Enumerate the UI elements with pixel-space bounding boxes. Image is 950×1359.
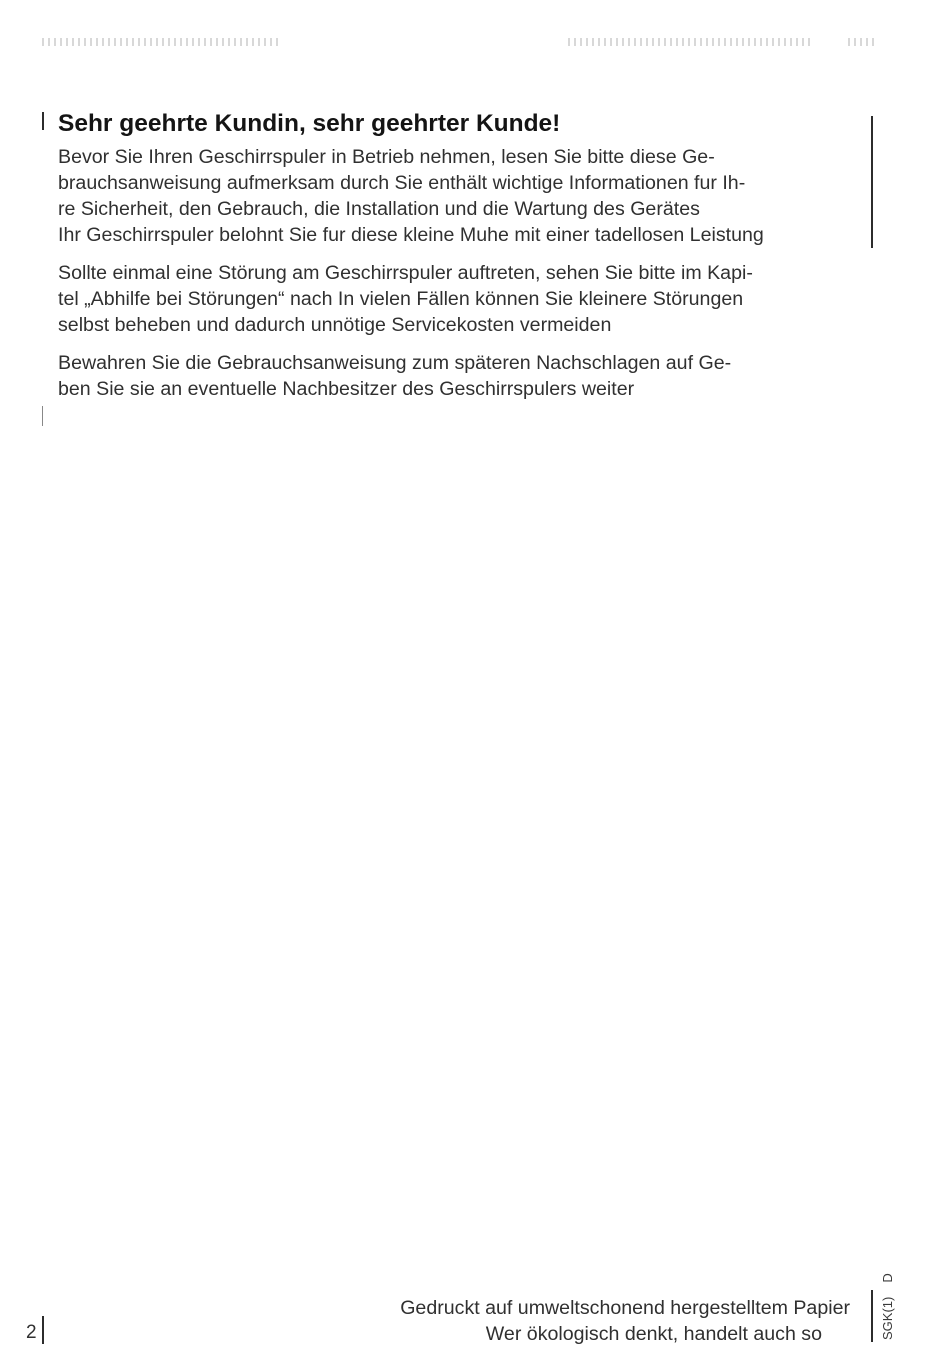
paragraph-line: selbst beheben und dadurch unnötige Servicekosten vermeiden	[58, 314, 612, 336]
page-body	[58, 108, 858, 414]
paragraph-line: Bevor Sie Ihren Geschirrspuler in Betrieb nehmen, lesen Sie bitte diese Ge-	[58, 146, 715, 168]
intro-paragraph	[58, 144, 858, 248]
document-language: D	[880, 1273, 895, 1283]
margin-rule-right-top	[871, 116, 873, 248]
page-number: 2	[26, 1322, 37, 1343]
footer-note	[400, 1295, 850, 1347]
margin-rule-right-bottom	[871, 1290, 873, 1342]
paragraph-line: re Sicherheit, den Gebrauch, die Installation und die Wartung des Gerätes	[58, 198, 700, 220]
paragraph-line: brauchsanweisung aufmerksam durch Sie enthält wichtige Informationen fur Ih-	[58, 172, 746, 194]
scan-artifact-left	[42, 38, 278, 46]
keep-manual-paragraph	[58, 350, 858, 402]
paragraph-line: Sollte einmal eine Störung am Geschirrspuler auftreten, sehen Sie bitte im Kapi-	[58, 262, 753, 284]
margin-rule-left-top	[42, 112, 44, 130]
paragraph-line: ben Sie sie an eventuelle Nachbesitzer des Geschirrspulers weiter	[58, 378, 635, 400]
troubleshooting-paragraph	[58, 260, 858, 338]
paragraph-line: tel „Abhilfe bei Störungen“ nach In vielen Fällen können Sie kleinere Störungen	[58, 288, 744, 310]
scan-artifact-right	[568, 38, 814, 46]
document-code-id: SGK(1)	[880, 1296, 895, 1340]
footer-line-ecology: Wer ökologisch denkt, handelt auch so	[485, 1323, 822, 1345]
paragraph-line: Bewahren Sie die Gebrauchsanweisung zum späteren Nachschlagen auf Ge-	[58, 352, 732, 374]
margin-rule-left-mid	[42, 406, 43, 426]
scan-artifact-far	[848, 38, 874, 46]
margin-rule-left-bottom	[42, 1316, 44, 1344]
footer-line-recycled-paper: Gedruckt auf umweltschonend hergestelltem Papier	[400, 1297, 850, 1319]
page-heading: Sehr geehrte Kundin, sehr geehrter Kunde!	[58, 110, 561, 137]
document-code	[880, 1273, 896, 1340]
paragraph-line: Ihr Geschirrspuler belohnt Sie fur diese kleine Muhe mit einer tadellosen Leistung	[58, 224, 764, 246]
